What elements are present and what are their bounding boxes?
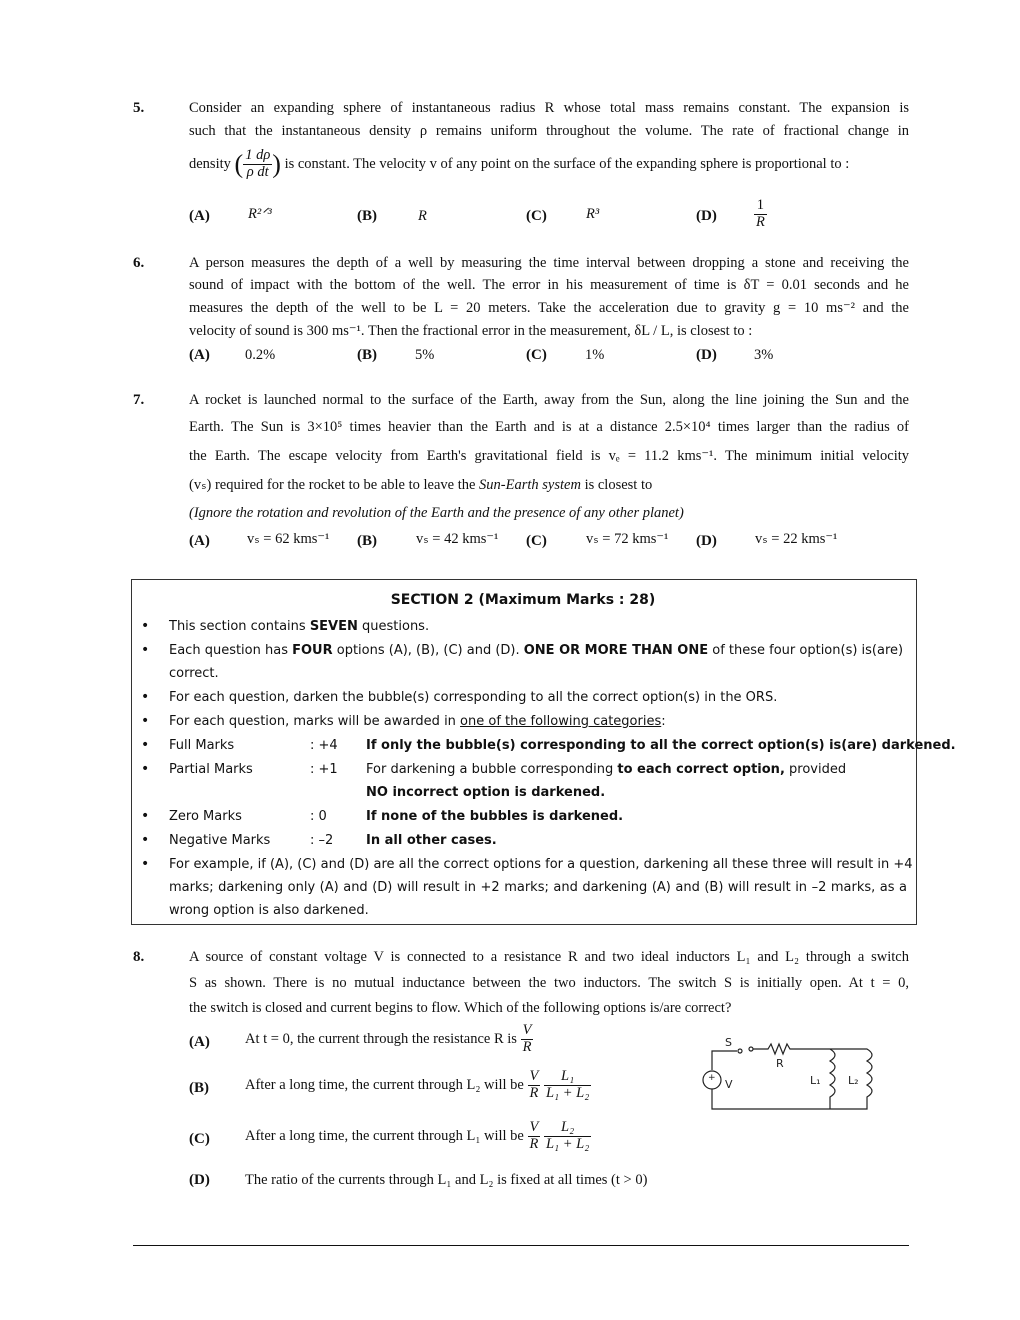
instruction (169, 643, 903, 658)
question-number: 7. (133, 392, 145, 408)
instruction: For each question, darken the bubble(s) corresponding to all the correct option(s) in the ORS. (169, 690, 778, 705)
text: Each question has (169, 643, 293, 658)
frac-den: L₁ + L₂ (545, 1084, 590, 1101)
text: After a long time, the current through L₂ will be (245, 1076, 524, 1093)
paren: ) (272, 149, 281, 179)
frac-den: L₁ + L₂ (545, 1135, 590, 1152)
text: For darkening a bubble corresponding (366, 762, 618, 777)
option-label: (A) (189, 1034, 210, 1050)
option-text (245, 1069, 591, 1102)
text: questions. (357, 619, 430, 634)
option-label: (C) (189, 1131, 210, 1147)
option-value: 1% (585, 347, 605, 363)
plus-sign: + (708, 1073, 716, 1083)
switch-label: S (725, 1036, 732, 1049)
option-label: (B) (357, 347, 377, 363)
option-label: (B) (357, 208, 377, 224)
bullet: • (141, 642, 150, 658)
question-text: Consider an expanding sphere of instantaneous radius R whose total mass remains constant. The expansion is (189, 100, 909, 116)
option-text: The ratio of the currents through L₁ and L₂ is fixed at all times (t > 0) (245, 1172, 648, 1188)
frac-den: R (529, 1084, 539, 1101)
marks-name: Partial Marks (169, 762, 253, 777)
text: density (189, 155, 231, 172)
frac-den: R (529, 1135, 539, 1152)
text: : (661, 714, 666, 729)
instruction-cont: correct. (169, 666, 219, 681)
option-value: R²ᐟ³ (248, 206, 272, 222)
marks-desc-cont: NO incorrect option is darkened. (366, 785, 606, 800)
question-note: (Ignore the rotation and revolution of the Earth and the presence of any other planet) (189, 505, 684, 521)
option-label: (C) (526, 533, 547, 549)
marks-name: Zero Marks (169, 809, 242, 824)
emphasis: Sun-Earth system (479, 477, 581, 493)
marks-desc: If only the bubble(s) corresponding to all the correct option(s) is(are) darkened. (366, 738, 956, 753)
question-text: A source of constant voltage V is connected to a resistance R and two ideal inductors L₁ and L₂ through a switch (189, 949, 909, 965)
frac-num: L₁ (544, 1069, 591, 1086)
option-value: R³ (586, 206, 600, 222)
bold-text: ONE OR MORE THAN ONE (523, 643, 709, 658)
option-label: (D) (696, 208, 717, 224)
question-text: velocity of sound is 300 ms⁻¹. Then the fractional error in the measurement, δL / L, is closest to : (189, 323, 753, 339)
option-label: (B) (189, 1080, 209, 1096)
option-value: 0.2% (245, 347, 276, 363)
inductor2-label: L₂ (848, 1074, 859, 1087)
question-text: measures the depth of the well to be L = 20 meters. Take the acceleration due to gravity g = 10 ms⁻² and the (189, 300, 909, 316)
option-label: (A) (189, 533, 210, 549)
example-text: marks; darkening only (A) and (D) will result in +2 marks; and darkening (A) and (B) will result in –2 marks, as a (169, 880, 907, 895)
marks-desc (366, 762, 846, 777)
frac-num: V (529, 1119, 539, 1135)
option-value: 3% (754, 347, 774, 363)
switch-terminal (749, 1047, 753, 1051)
instruction (169, 619, 429, 634)
source-label: V (725, 1078, 733, 1091)
bold-text: SEVEN (309, 619, 358, 634)
question-number: 5. (133, 100, 145, 116)
question-text: such that the instantaneous density ρ remains uniform throughout the volume. The rate of fractional change in (189, 123, 909, 139)
question-text (189, 477, 652, 494)
question-text-line (189, 148, 849, 181)
option-value: 5% (415, 347, 435, 363)
text: is constant. The velocity v of any point on the surface of the expanding sphere is proportional to : (284, 155, 850, 172)
bullet: • (141, 856, 150, 872)
text: For each question, marks will be awarded in (169, 714, 461, 729)
option-value: R (418, 208, 427, 224)
option-value: vₛ = 22 kms⁻¹ (755, 531, 838, 547)
option-label: (D) (189, 1172, 210, 1188)
question-text: the Earth. The escape velocity from Earth's gravitational field is vₑ = 11.2 kms⁻¹. The minimum initial velocity (189, 448, 909, 464)
option-label: (A) (189, 208, 210, 224)
bullet: • (141, 713, 150, 729)
marks-value: : +4 (310, 738, 338, 753)
frac-num: L₂ (544, 1120, 591, 1137)
question-text: A person measures the depth of a well by measuring the time interval between dropping a stone and receiving the (189, 255, 909, 271)
section-title: SECTION 2 (Maximum Marks : 28) (390, 592, 656, 608)
marks-name: Full Marks (169, 738, 235, 753)
option-label: (A) (189, 347, 210, 363)
marks-value: : 0 (310, 809, 327, 824)
resistor (753, 1044, 830, 1054)
text: provided (784, 762, 847, 777)
switch-terminal (738, 1049, 742, 1053)
marks-desc: In all other cases. (366, 833, 497, 848)
option-label: (B) (357, 533, 377, 549)
bold-text: FOUR (292, 643, 333, 658)
footer-rule (133, 1245, 909, 1246)
option-label: (C) (526, 347, 547, 363)
question-text: S as shown. There is no mutual inductance between the two inductors. The switch S is initially open. At t = 0, (189, 975, 909, 991)
frac-num: 1 (754, 198, 767, 215)
question-number: 8. (133, 949, 145, 965)
example-text: wrong option is also darkened. (169, 903, 369, 918)
frac-num: V (529, 1068, 539, 1084)
marks-desc: If none of the bubbles is darkened. (366, 809, 624, 824)
option-value: vₛ = 72 kms⁻¹ (586, 531, 669, 547)
text: of these four option(s) is(are) (708, 643, 904, 658)
option-value: vₛ = 62 kms⁻¹ (247, 531, 330, 547)
question-text: A rocket is launched normal to the surface of the Earth, away from the Sun, along the line joining the Sun and the (189, 392, 909, 408)
option-label: (C) (526, 208, 547, 224)
text: After a long time, the current through L₁ will be (245, 1127, 524, 1144)
frac-num: 1 dρ (245, 147, 271, 163)
bullet: • (141, 689, 150, 705)
text: This section contains (169, 619, 310, 634)
text: At t = 0, the current through the resistance R is (245, 1030, 517, 1047)
circuit-diagram (690, 1020, 890, 1120)
marks-value: : +1 (310, 762, 338, 777)
text: options (A), (B), (C) and (D). (332, 643, 524, 658)
question-text: Earth. The Sun is 3×10⁵ times heavier than the Earth and is at a distance 2.5×10⁴ times larger than the radius of (189, 419, 909, 435)
text: (vₛ) required for the rocket to be able to leave the (189, 477, 480, 493)
option-label: (D) (696, 347, 717, 363)
question-number: 6. (133, 255, 145, 271)
bullet: • (141, 737, 150, 753)
instruction (169, 714, 666, 729)
question-text: sound of impact with the bottom of the well. The error in his measurement of time is δT = 0.01 seconds and he (189, 277, 909, 293)
paren: ( (234, 149, 244, 179)
bullet: • (141, 618, 150, 634)
underlined-text: one of the following categories (460, 714, 662, 729)
inductor-l1 (830, 1049, 835, 1109)
question-text: the switch is closed and current begins to flow. Which of the following options is/are correct? (189, 1000, 732, 1016)
inductor1-label: L₁ (810, 1074, 821, 1087)
option-text (245, 1023, 533, 1056)
bullet: • (141, 761, 150, 777)
option-text (245, 1120, 591, 1153)
option-label: (D) (696, 533, 717, 549)
text: is closest to (580, 477, 653, 493)
option-value: vₛ = 42 kms⁻¹ (416, 531, 499, 547)
frac-den: R (522, 1038, 532, 1055)
frac-den: ρ dt (246, 163, 269, 180)
resistor-label: R (776, 1057, 784, 1070)
marks-value: : –2 (310, 833, 334, 848)
bold-text: to each correct option, (617, 762, 785, 777)
bullet: • (141, 832, 150, 848)
example-text: For example, if (A), (C) and (D) are all the correct options for a question, darkening all these three will result in +4 (169, 857, 913, 872)
wire (712, 1051, 737, 1070)
marks-name: Negative Marks (169, 833, 271, 848)
frac-den: R (756, 213, 765, 230)
bullet: • (141, 808, 150, 824)
frac-num: V (522, 1022, 532, 1038)
